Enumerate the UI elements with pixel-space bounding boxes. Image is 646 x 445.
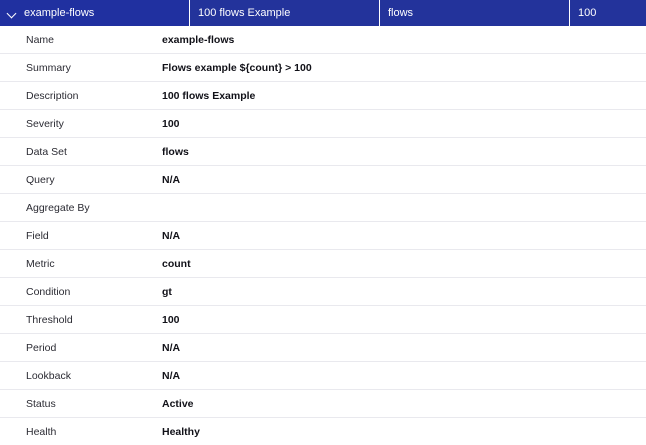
header-cell-name[interactable] xyxy=(0,0,190,26)
row-label: Threshold xyxy=(26,313,73,326)
row-value: Healthy xyxy=(162,425,200,438)
table-row xyxy=(0,26,646,54)
row-value: 100 xyxy=(162,117,180,130)
row-label: Data Set xyxy=(26,145,67,158)
row-label: Aggregate By xyxy=(26,201,90,214)
row-label: Description xyxy=(26,89,79,102)
table-row xyxy=(0,334,646,362)
row-label: Field xyxy=(26,229,49,242)
table-row xyxy=(0,306,646,334)
row-value: 100 flows Example xyxy=(162,89,256,102)
row-label: Condition xyxy=(26,285,71,298)
row-value: 100 xyxy=(162,313,180,326)
chevron-down-icon[interactable] xyxy=(8,9,17,18)
table-row xyxy=(0,278,646,306)
row-value: example-flows xyxy=(162,33,235,46)
row-value: N/A xyxy=(162,341,181,354)
table-row xyxy=(0,138,646,166)
row-value: Flows example ${count} > 100 xyxy=(162,61,312,74)
table-row xyxy=(0,250,646,278)
table-row xyxy=(0,194,646,222)
table-row xyxy=(0,110,646,138)
row-label: Lookback xyxy=(26,369,71,382)
table-row xyxy=(0,418,646,445)
row-value: gt xyxy=(162,285,172,298)
row-label: Name xyxy=(26,33,55,46)
row-value: N/A xyxy=(162,173,181,186)
table-row xyxy=(0,82,646,110)
detail-rows xyxy=(0,26,646,445)
table-row xyxy=(0,390,646,418)
row-label: Summary xyxy=(26,61,71,74)
row-label: Query xyxy=(26,173,55,186)
row-label: Status xyxy=(26,397,56,410)
row-label: Severity xyxy=(26,117,64,130)
table-row xyxy=(0,362,646,390)
row-label: Period xyxy=(26,341,57,354)
row-value: count xyxy=(162,257,191,270)
header-cell-severity[interactable]: 100 xyxy=(578,7,597,19)
header-cell-dataset[interactable]: flows xyxy=(380,0,570,26)
row-value: N/A xyxy=(162,229,181,242)
table-row xyxy=(0,222,646,250)
row-label: Health xyxy=(26,425,57,438)
row-value: N/A xyxy=(162,369,181,382)
row-label: Metric xyxy=(26,257,55,270)
row-value: flows xyxy=(162,145,189,158)
header-name-label: example-flows xyxy=(24,7,95,19)
header-cell-summary[interactable]: 100 flows Example xyxy=(190,0,380,26)
table-header-row xyxy=(0,0,646,26)
row-value: Active xyxy=(162,397,194,410)
table-row xyxy=(0,54,646,82)
table-row xyxy=(0,166,646,194)
